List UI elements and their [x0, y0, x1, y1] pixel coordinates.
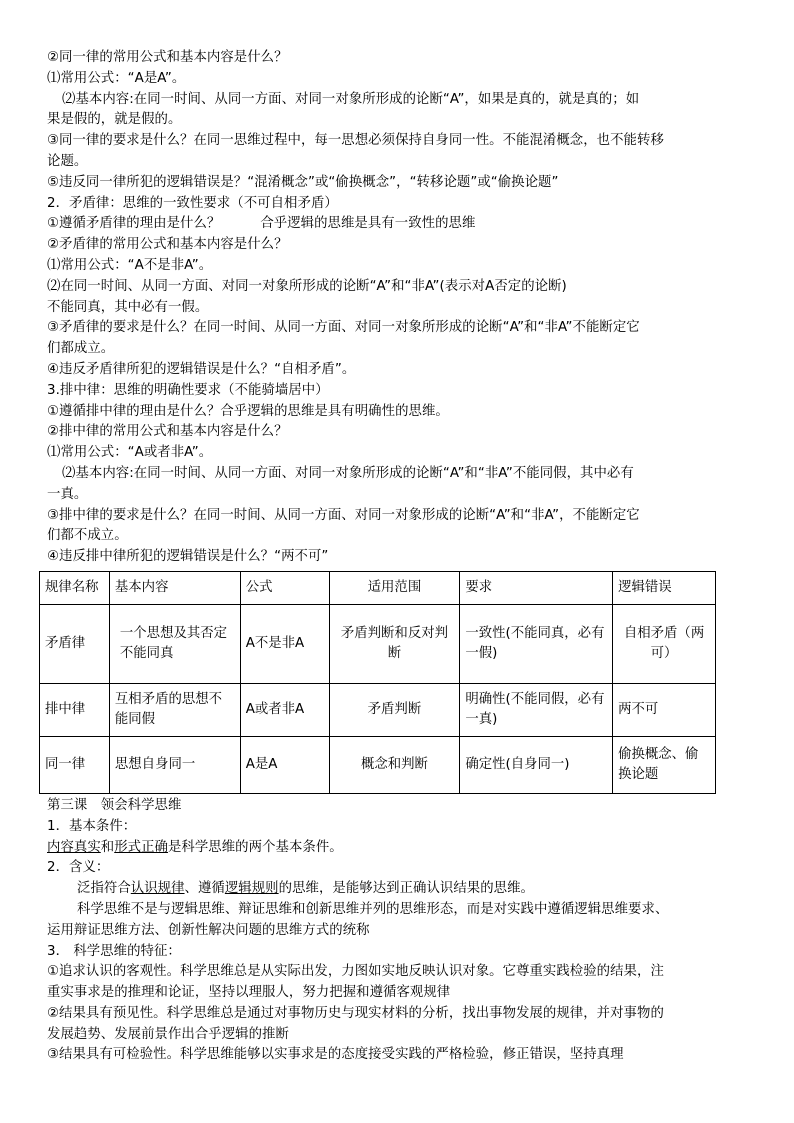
- document-page: [47, 48, 749, 1066]
- section-heading: 3.排中律：思维的明确性要求（不能骑墙居中）: [47, 382, 329, 398]
- text-line: 不能同真，其中必有一假。: [47, 299, 209, 315]
- text-line: ①遵循排中律的理由是什么？合乎逻辑的思维是具有明确性的思维。: [47, 403, 449, 419]
- section-heading: 2．矛盾律：思维的一致性要求（不可自相矛盾）: [47, 195, 338, 211]
- text-line: ①追求认识的客观性。科学思维总是从实际出发，力图如实地反映认识对象。它尊重实践检验的结果，注: [47, 964, 664, 980]
- table-cell: 两不可: [613, 683, 716, 736]
- section-heading: 2．含义：: [47, 860, 110, 876]
- section-heading: 3． 科学思维的特征：: [47, 943, 181, 959]
- table-cell: 自相矛盾（两可）: [613, 604, 716, 683]
- text-line: ⑤违反同一律所犯的逻辑错误是？“混淆概念”或“偷换概念”，“转移论题”或“偷换论题”: [47, 174, 559, 190]
- table-cell: A不是非A: [240, 604, 329, 683]
- table-cell: 矛盾判断: [329, 683, 460, 736]
- text-line: 们都成立。: [47, 341, 115, 357]
- table-cell: 排中律: [40, 683, 110, 736]
- text-line: ③矛盾律的要求是什么？在同一时间、从同一方面、对同一对象所形成的论断“A”和“非A”不能断定它: [47, 320, 640, 336]
- table-cell: A或者非A: [240, 683, 329, 736]
- table-header-cell: 逻辑错误: [613, 571, 716, 604]
- text-line: ②结果具有预见性。科学思维总是通过对事物历史与现实材料的分析，找出事物发展的规律，并对事物的: [47, 1005, 664, 1021]
- table-cell: A是A: [240, 736, 329, 793]
- text-line: [47, 214, 749, 235]
- text-line: ⑴常用公式：“A是A”。: [47, 70, 186, 86]
- text-line: 科学思维不是与逻辑思维、辩证思维和创新思维并列的思维形态，而是对实践中遵循逻辑思维要求、: [77, 901, 669, 917]
- table-header-row: [40, 571, 716, 604]
- table-cell: 思想自身同一: [109, 736, 240, 793]
- section-heading: 1．基本条件：: [47, 818, 137, 834]
- table-header-cell: 要求: [460, 571, 613, 604]
- table-cell: 互相矛盾的思想不能同假: [109, 683, 240, 736]
- text-fragment: 是科学思维的两个基本条件。: [167, 839, 343, 855]
- table-row: [40, 604, 716, 683]
- text-line: ③结果具有可检验性。科学思维能够以实事求是的态度接受实践的严格检验，修正错误，坚持真理: [47, 1047, 624, 1063]
- table-cell: 明确性(不能同假，必有一真): [460, 683, 613, 736]
- table-cell: 概念和判断: [329, 736, 460, 793]
- text-line: 一真。: [47, 486, 88, 502]
- table-header-cell: 基本内容: [109, 571, 240, 604]
- text-line: ④违反排中律所犯的逻辑错误是什么？“两不可”: [47, 549, 329, 565]
- text-line: 运用辩证思维方法、创新性解决问题的思维方式的统称: [47, 922, 370, 938]
- text-line: ④违反矛盾律所犯的逻辑错误是什么？“自相矛盾”。: [47, 361, 356, 377]
- question-text: ①遵循矛盾律的理由是什么？: [47, 216, 221, 232]
- text-line: ③排中律的要求是什么？在同一时间、从同一方面、对同一对象形成的论断“A”和“非A”，不能断定它: [47, 507, 640, 523]
- table-row: [40, 683, 716, 736]
- text-line: 果是假的，就是假的。: [47, 112, 182, 128]
- text-line: ②排中律的常用公式和基本内容是什么？: [47, 424, 288, 440]
- underlined-term: 形式正确: [114, 839, 168, 855]
- table-cell: 一个思想及其否定不能同真: [109, 604, 240, 683]
- text-line: ③同一律的要求是什么？在同一思维过程中，每一思想必须保持自身同一性。不能混淆概念，也不能转移: [47, 133, 664, 149]
- text-line: ②矛盾律的常用公式和基本内容是什么？: [47, 237, 288, 253]
- text-line: ⑵在同一时间、从同一方面、对同一对象所形成的论断“A”和“非A”(表示对A否定的论断): [47, 278, 567, 294]
- table-cell: 同一律: [40, 736, 110, 793]
- text-line: 论题。: [47, 153, 88, 169]
- text-fragment: 泛指符合: [77, 881, 131, 897]
- text-line: 发展趋势、发展前景作出合乎逻辑的推断: [47, 1026, 289, 1042]
- text-fragment: 的思维，是能够达到正确认识结果的思维。: [278, 881, 534, 897]
- table-row: [40, 736, 716, 793]
- text-line: [47, 838, 749, 859]
- table-cell: 矛盾律: [40, 604, 110, 683]
- text-line: ⑵基本内容:在同一时间、从同一方面、对同一对象所形成的论断“A”和“非A”不能同假，其中必有: [62, 465, 634, 481]
- table-cell: 偷换概念、偷换论题: [613, 736, 716, 793]
- table-cell: 矛盾判断和反对判断: [329, 604, 460, 683]
- text-line: ⑵基本内容:在同一时间、从同一方面、对同一对象所形成的论断“A”，如果是真的，就是真的；如: [62, 91, 640, 107]
- text-line: 重实事求是的推理和论证，坚持以理服人，努力把握和遵循客观规律: [47, 985, 451, 1001]
- answer-text: 合乎逻辑的思维是具有一致性的思维: [260, 216, 476, 232]
- text-fragment: 和: [100, 839, 115, 855]
- underlined-term: 内容真实: [47, 839, 101, 855]
- text-line: [47, 879, 749, 900]
- table-cell: 确定性(自身同一): [460, 736, 613, 793]
- underlined-term: 认识规律: [130, 881, 185, 897]
- text-line: ⑴常用公式：“A不是非A”。: [47, 257, 213, 273]
- lesson-title: 第三课 领会科学思维: [47, 797, 182, 813]
- text-line: ⑴常用公式：“A或者非A”。: [47, 445, 213, 461]
- logic-laws-table: [39, 571, 716, 794]
- table-header-cell: 适用范围: [329, 571, 460, 604]
- text-line: 们都不成立。: [47, 528, 128, 544]
- text-line: ②同一律的常用公式和基本内容是什么？: [47, 50, 288, 65]
- text-fragment: 、遵循: [184, 881, 225, 897]
- table-header-cell: 规律名称: [40, 571, 110, 604]
- table-cell: 一致性(不能同真，必有一假): [460, 604, 613, 683]
- underlined-term: 逻辑规则: [224, 881, 279, 897]
- table-header-cell: 公式: [240, 571, 329, 604]
